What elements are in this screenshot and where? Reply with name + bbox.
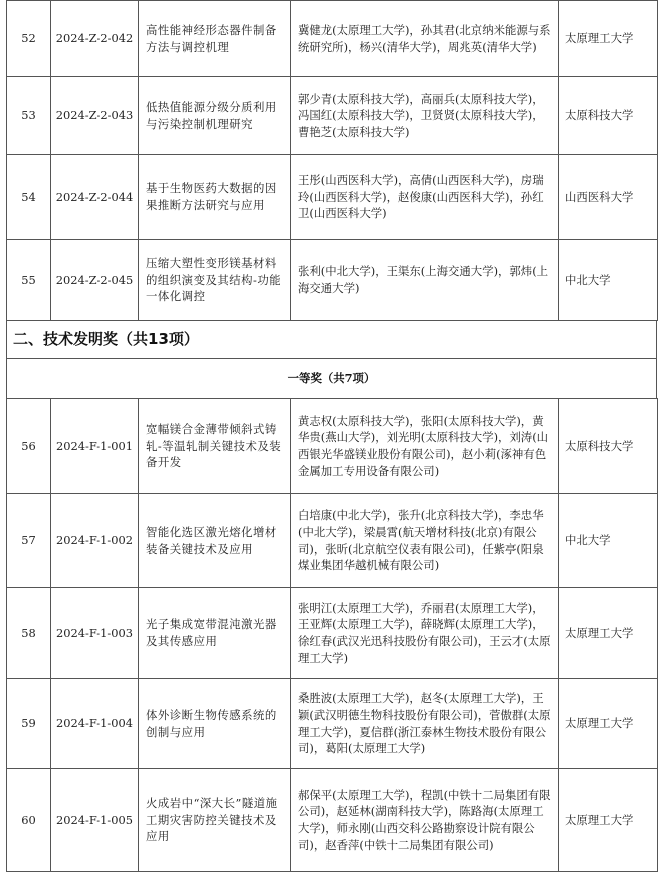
grade-heading: 一等奖（共7项） — [6, 358, 657, 399]
lead-unit: 太原理工大学 — [559, 588, 658, 679]
table-row — [7, 679, 658, 769]
project-code: 2024-Z-2-043 — [51, 77, 139, 155]
lead-unit: 太原科技大学 — [559, 399, 658, 494]
project-title: 智能化选区激光熔化增材装备关键技术及应用 — [139, 494, 291, 588]
project-title: 压缩大塑性变形镁基材料的组织演变及其结构-功能一体化调控 — [139, 240, 291, 321]
project-code: 2024-F-1-001 — [51, 399, 139, 494]
row-number: 54 — [7, 155, 51, 240]
lead-unit: 中北大学 — [559, 240, 658, 321]
section-heading: 二、技术发明奖（共13项） — [6, 320, 657, 358]
row-number: 59 — [7, 679, 51, 769]
table-row — [7, 240, 658, 321]
table-row — [7, 399, 658, 494]
project-title: 低热值能源分级分质利用与污染控制机理研究 — [139, 77, 291, 155]
completers: 黄志权(太原科技大学)，张阳(太原科技大学)，黄华贵(燕山大学)，刘光明(太原科技大学)，刘涛(山西银光华盛镁业股份有限公司)，赵小莉(涿神有色金属加工专用设备有限公司) — [291, 399, 559, 494]
row-number: 55 — [7, 240, 51, 321]
completers: 张利(中北大学)，王渠东(上海交通大学)，郭炜(上海交通大学) — [291, 240, 559, 321]
table-row — [7, 155, 658, 240]
row-number: 52 — [7, 1, 51, 77]
lead-unit: 太原科技大学 — [559, 77, 658, 155]
project-code: 2024-Z-2-042 — [51, 1, 139, 77]
row-number: 53 — [7, 77, 51, 155]
completers: 冀健龙(太原理工大学)，孙其君(北京纳米能源与系统研究所)，杨兴(清华大学)，周兆英(清华大学) — [291, 1, 559, 77]
completers: 王彤(山西医科大学)，高倩(山西医科大学)，房瑞玲(山西医科大学)，赵俊康(山西医科大学)，孙红卫(山西医科大学) — [291, 155, 559, 240]
table-row — [7, 494, 658, 588]
lead-unit: 中北大学 — [559, 494, 658, 588]
project-title: 基于生物医药大数据的因果推断方法研究与应用 — [139, 155, 291, 240]
project-title: 体外诊断生物传感系统的创制与应用 — [139, 679, 291, 769]
project-title: 宽幅镁合金薄带倾斜式铸轧-等温轧制关键技术及装备开发 — [139, 399, 291, 494]
award-table-bottom — [6, 398, 658, 872]
lead-unit: 太原理工大学 — [559, 769, 658, 872]
completers: 郝保平(太原理工大学)，程凯(中铁十二局集团有限公司)，赵延林(湖南科技大学)，陈路海(太原理工大学)，师永刚(山西交科公路勘察设计院有限公司)，赵香萍(中铁十二局集团有限公司) — [291, 769, 559, 872]
project-code: 2024-F-1-003 — [51, 588, 139, 679]
completers: 桑胜波(太原理工大学)，赵冬(太原理工大学)，王颖(武汉明德生物科技股份有限公司)，菅傲群(太原理工大学)，夏信群(浙江泰林生物技术股份有限公司)，葛阳(太原理工大学) — [291, 679, 559, 769]
table-row — [7, 588, 658, 679]
table-row — [7, 77, 658, 155]
project-code: 2024-F-1-002 — [51, 494, 139, 588]
completers: 白培康(中北大学)，张升(北京科技大学)，李忠华(中北大学)，梁晨霄(航天增材科技(北京)有限公司)，张昕(北京航空仪表有限公司)，任紫亭(阳泉煤业集团华越机械有限公司) — [291, 494, 559, 588]
completers: 张明江(太原理工大学)，乔丽君(太原理工大学)，王亚辉(太原理工大学)，薛晓辉(太原理工大学)，徐红春(武汉光迅科技股份有限公司)，王云才(太原理工大学) — [291, 588, 559, 679]
row-number: 57 — [7, 494, 51, 588]
award-table-top — [6, 0, 658, 321]
project-title: 火成岩中“深大长”隧道施工期灾害防控关键技术及应用 — [139, 769, 291, 872]
project-title: 高性能神经形态器件制备方法与调控机理 — [139, 1, 291, 77]
project-code: 2024-Z-2-044 — [51, 155, 139, 240]
project-code: 2024-F-1-004 — [51, 679, 139, 769]
lead-unit: 太原理工大学 — [559, 1, 658, 77]
table-row — [7, 769, 658, 872]
project-title: 光子集成宽带混沌激光器及其传感应用 — [139, 588, 291, 679]
project-code: 2024-Z-2-045 — [51, 240, 139, 321]
row-number: 60 — [7, 769, 51, 872]
lead-unit: 太原理工大学 — [559, 679, 658, 769]
row-number: 58 — [7, 588, 51, 679]
project-code: 2024-F-1-005 — [51, 769, 139, 872]
table-row — [7, 1, 658, 77]
completers: 郭少青(太原科技大学)，高丽兵(太原科技大学)，冯国红(太原科技大学)，卫贤贤(太原科技大学)，曹艳芝(太原科技大学) — [291, 77, 559, 155]
row-number: 56 — [7, 399, 51, 494]
lead-unit: 山西医科大学 — [559, 155, 658, 240]
